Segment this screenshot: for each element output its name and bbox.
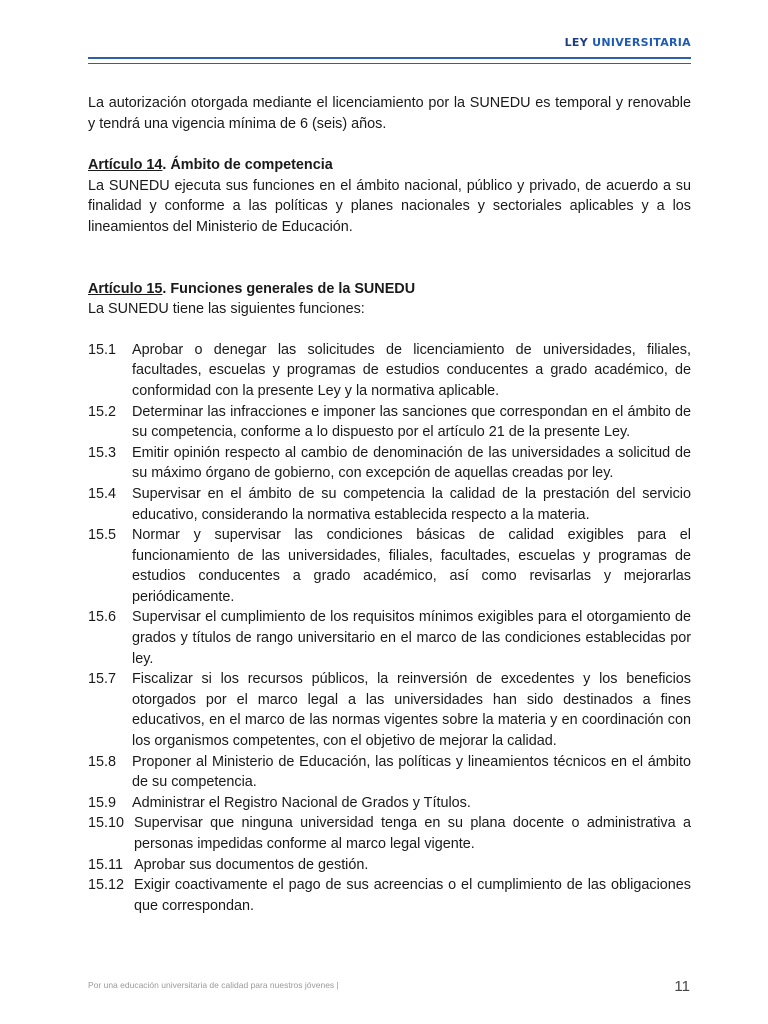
item-number: 15.2	[88, 403, 117, 420]
item-text: Proponer al Ministerio de Educación, las políticas y lineamientos técnicos en el ámbito de su competencia.	[132, 753, 691, 791]
item-text: Determinar las infracciones e imponer las sanciones que correspondan en el ámbito de su competencia, conforme a lo dispuesto por el artículo 21 de la presente Ley.	[132, 403, 691, 441]
list-item	[88, 875, 691, 916]
item-number: 15.11	[88, 856, 123, 873]
article-14-label: Artículo 14	[88, 157, 163, 174]
item-number: 15.12	[88, 877, 125, 894]
functions-list	[88, 340, 691, 917]
footer-tagline: Por una educación universitaria de calidad para nuestros jóvenes |	[88, 980, 339, 990]
item-text: Administrar el Registro Nacional de Grados y Títulos.	[132, 794, 471, 811]
item-number: 15.5	[88, 527, 117, 544]
page-content	[88, 93, 691, 916]
page-number: 11	[674, 978, 690, 995]
item-text: Fiscalizar si los recursos públicos, la reinversión de excedentes y los beneficios otorgados por el marco legal a las universidades han sido destinados a fines educativos, en el marco de las normas vigentes sobre la materia y en coordinación con los organismos competentes, con el objetivo de mejorar la calidad.	[132, 671, 691, 750]
list-item	[88, 813, 691, 854]
item-number: 15.1	[88, 341, 117, 358]
item-number: 15.7	[88, 671, 117, 688]
list-item	[88, 793, 691, 814]
item-text: Aprobar sus documentos de gestión.	[134, 856, 369, 873]
list-item	[88, 607, 691, 669]
article-15-heading	[88, 279, 691, 300]
list-item	[88, 669, 691, 751]
list-item	[88, 752, 691, 793]
item-number: 15.10	[88, 815, 125, 832]
article-14-heading	[88, 155, 691, 176]
item-number: 15.6	[88, 609, 117, 626]
item-number: 15.8	[88, 753, 117, 770]
article-15-title: Funciones generales de la SUNEDU	[170, 280, 416, 297]
item-text: Supervisar el cumplimiento de los requisitos mínimos exigibles para el otorgamiento de grados y títulos de rango universitario en el marco de las condiciones establecidas por ley.	[132, 609, 691, 667]
item-number: 15.4	[88, 485, 117, 502]
header-universitaria: UNIVERSITARIA	[592, 36, 691, 49]
item-number: 15.9	[88, 794, 117, 811]
spacer	[88, 238, 691, 279]
article-15-sep: .	[162, 280, 171, 297]
article-15-intro: La SUNEDU tiene las siguientes funciones:	[88, 301, 365, 318]
spacer	[88, 320, 691, 340]
item-text: Supervisar en el ámbito de su competencia la calidad de la prestación del servicio educativo, considerando la normativa establecida respecto a la materia.	[132, 485, 691, 523]
running-header	[88, 36, 691, 49]
list-item	[88, 484, 691, 525]
article-14-body: La SUNEDU ejecuta sus funciones en el ámbito nacional, público y privado, de acuerdo a su finalidad y conforme a las políticas y planes nacionales y sectoriales aplicables y a los lineamientos del Ministerio de Educación.	[88, 177, 691, 235]
article-14-title: Ámbito de competencia	[170, 157, 333, 174]
item-text: Supervisar que ninguna universidad tenga en su plana docente o administrativa a personas impedidas conforme al marco legal vigente.	[134, 815, 691, 852]
list-item	[88, 855, 691, 876]
header-rule-thin	[88, 63, 691, 64]
list-item	[88, 402, 691, 443]
article-15-label: Artículo 15	[88, 280, 163, 297]
item-text: Normar y supervisar las condiciones básicas de calidad exigibles para el funcionamiento de las universidades, filiales, facultades, escuelas y programas de estudios conducentes a grado académico, así como revisarlas y mejorarlas periódicamente.	[132, 527, 691, 605]
spacer	[88, 134, 691, 155]
item-text: Emitir opinión respecto al cambio de denominación de las universidades a solicitud de su máximo órgano de gobierno, con excepción de aquellas creadas por ley.	[132, 444, 691, 482]
header-rule-thick	[88, 57, 691, 59]
item-text: Aprobar o denegar las solicitudes de licenciamiento de universidades, filiales, facultades, escuelas y programas de estudios conducentes a grado académico, de conformidad con la presente Ley y la normativa aplicable.	[132, 341, 691, 399]
item-text: Exigir coactivamente el pago de sus acreencias o el cumplimiento de las obligaciones que correspondan.	[134, 877, 691, 914]
list-item	[88, 525, 691, 607]
item-number: 15.3	[88, 444, 117, 461]
list-item	[88, 443, 691, 484]
header-ley: LEY	[564, 36, 588, 49]
intro-paragraph: La autorización otorgada mediante el licenciamiento por la SUNEDU es temporal y renovable y tendrá una vigencia mínima de 6 (seis) años.	[88, 95, 691, 132]
list-item	[88, 340, 691, 402]
article-14-sep: .	[162, 157, 171, 174]
